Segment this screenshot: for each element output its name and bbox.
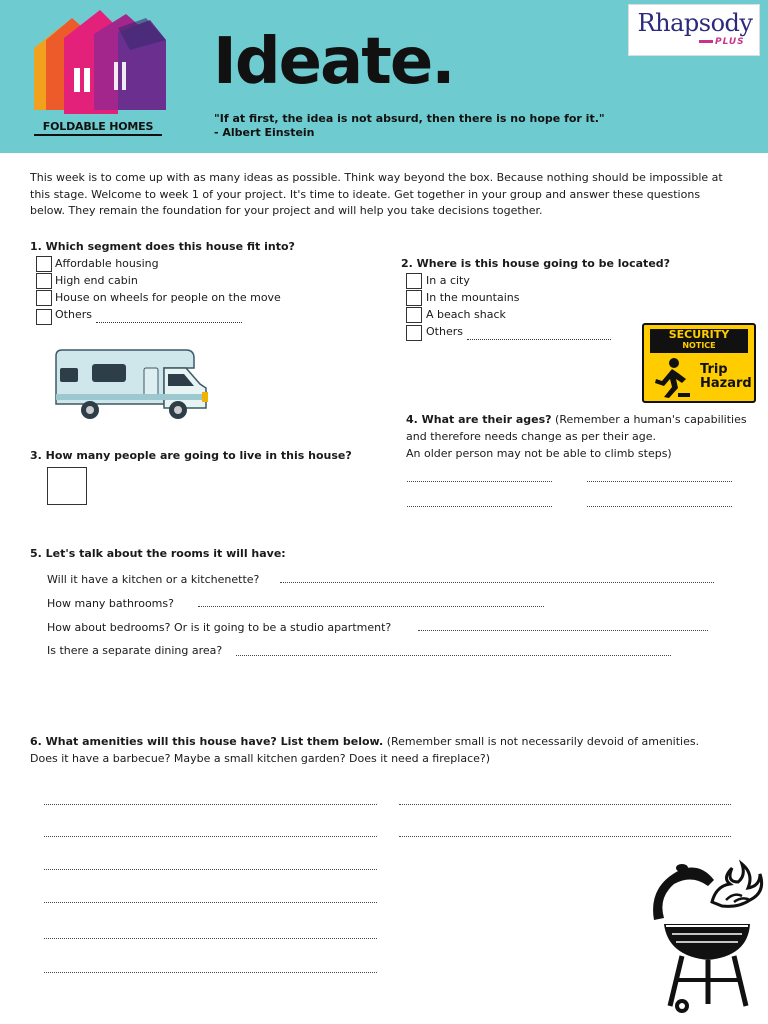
quote-text: "If at first, the idea is not absurd, then there is no hope for it." xyxy=(214,112,605,125)
q6-answer-line[interactable] xyxy=(44,972,377,973)
quote xyxy=(214,112,605,140)
quote-author: - Albert Einstein xyxy=(214,126,315,139)
q5-answer-line-4[interactable] xyxy=(236,655,671,656)
q5-question: 5. Let's talk about the rooms it will have: xyxy=(30,547,286,560)
header-banner xyxy=(0,0,768,153)
q2-option-label: In a city xyxy=(426,274,470,287)
q6-line2: Does it have a barbecue? Maybe a small kitchen garden? Does it need a fireplace?) xyxy=(30,752,491,765)
q6-answer-line[interactable] xyxy=(44,938,377,939)
house-logo-icon xyxy=(34,10,166,118)
rhapsody-logo xyxy=(628,4,760,56)
q1-checkbox-1[interactable] xyxy=(36,256,52,272)
sign-subtitle: NOTICE xyxy=(682,341,716,350)
q6-line1-rest: (Remember small is not necessarily devoid of amenities. xyxy=(383,735,700,748)
q4-line3: An older person may not be able to climb steps) xyxy=(406,447,672,460)
q6-answer-line[interactable] xyxy=(44,836,377,837)
brand-name: FOLDABLE HOMES xyxy=(34,120,162,136)
q4-answer-line-3[interactable] xyxy=(407,506,552,507)
q6-line1-bold: 6. What amenities will this house have? List them below. xyxy=(30,735,384,748)
q1-option-others xyxy=(55,307,242,323)
q2-option-others xyxy=(426,324,611,340)
q6-answer-line[interactable] xyxy=(44,869,377,870)
q2-checkbox-3[interactable] xyxy=(406,307,422,323)
intro-text: This week is to come up with as many ideas as possible. Think way beyond the box. Because nothing should be impossible at this stage. Welcome to week 1 of your project. It's time to ideate. Get together in your group and answer these questions below. They remain the foundation for your project and will help you take decisions together. xyxy=(30,171,723,217)
q6-answer-line[interactable] xyxy=(399,804,731,805)
q5-item-label: How about bedrooms? Or is it going to be a studio apartment? xyxy=(47,621,392,634)
q6-answer-line[interactable] xyxy=(399,836,731,837)
q2-option-label: Others xyxy=(426,325,463,338)
q4-answer-line-4[interactable] xyxy=(587,506,732,507)
q4-line1-bold: 4. What are their ages? xyxy=(406,413,552,426)
sign-text: Trip Hazard xyxy=(700,362,752,391)
q6-answer-line[interactable] xyxy=(44,804,377,805)
q1-checkbox-3[interactable] xyxy=(36,290,52,306)
rhapsody-plus: PLUS xyxy=(715,37,745,47)
rhapsody-wordmark: Rhapsody xyxy=(637,9,753,37)
q2-checkbox-4[interactable] xyxy=(406,325,422,341)
q2-option-label: A beach shack xyxy=(426,308,506,321)
q1-option-label: Affordable housing xyxy=(55,257,159,270)
q6-answer-line[interactable] xyxy=(44,902,377,903)
q1-checkbox-4[interactable] xyxy=(36,309,52,325)
q5-answer-line-1[interactable] xyxy=(280,582,714,583)
q2-question: 2. Where is this house going to be located? xyxy=(401,257,671,270)
q2-option-label: In the mountains xyxy=(426,291,520,304)
q5-item-label: Will it have a kitchen or a kitchenette? xyxy=(47,573,260,586)
sign-title: SECURITY xyxy=(668,328,730,341)
security-notice-sign xyxy=(642,323,756,403)
q6-question xyxy=(30,733,730,767)
q1-option-label: House on wheels for people on the move xyxy=(55,291,281,304)
sign-header xyxy=(650,329,748,353)
barbecue-grill-icon xyxy=(642,856,764,1018)
q1-checkbox-2[interactable] xyxy=(36,273,52,289)
q5-item-label: Is there a separate dining area? xyxy=(47,644,223,657)
q5-item-label: How many bathrooms? xyxy=(47,597,174,610)
page-title: Ideate. xyxy=(213,25,454,99)
q2-checkbox-2[interactable] xyxy=(406,290,422,306)
q4-answer-line-1[interactable] xyxy=(407,481,552,482)
logo-swash xyxy=(699,40,713,43)
q5-answer-line-3[interactable] xyxy=(418,630,708,631)
q1-others-line[interactable] xyxy=(96,313,242,323)
q4-answer-line-2[interactable] xyxy=(587,481,732,482)
q1-option-label: Others xyxy=(55,308,92,321)
q1-question: 1. Which segment does this house fit into? xyxy=(30,240,295,253)
trip-hazard-icon xyxy=(652,357,692,399)
rv-camper-icon xyxy=(52,346,210,422)
q4-line1-rest: (Remember a human's capabilities xyxy=(551,413,747,426)
q4-question xyxy=(406,411,756,462)
q3-answer-box[interactable] xyxy=(47,467,87,505)
q2-others-line[interactable] xyxy=(467,330,611,340)
q1-option-label: High end cabin xyxy=(55,274,138,287)
q5-answer-line-2[interactable] xyxy=(198,606,544,607)
q2-checkbox-1[interactable] xyxy=(406,273,422,289)
q3-question: 3. How many people are going to live in this house? xyxy=(30,449,352,462)
q4-line2: and therefore needs change as per their age. xyxy=(406,430,656,443)
